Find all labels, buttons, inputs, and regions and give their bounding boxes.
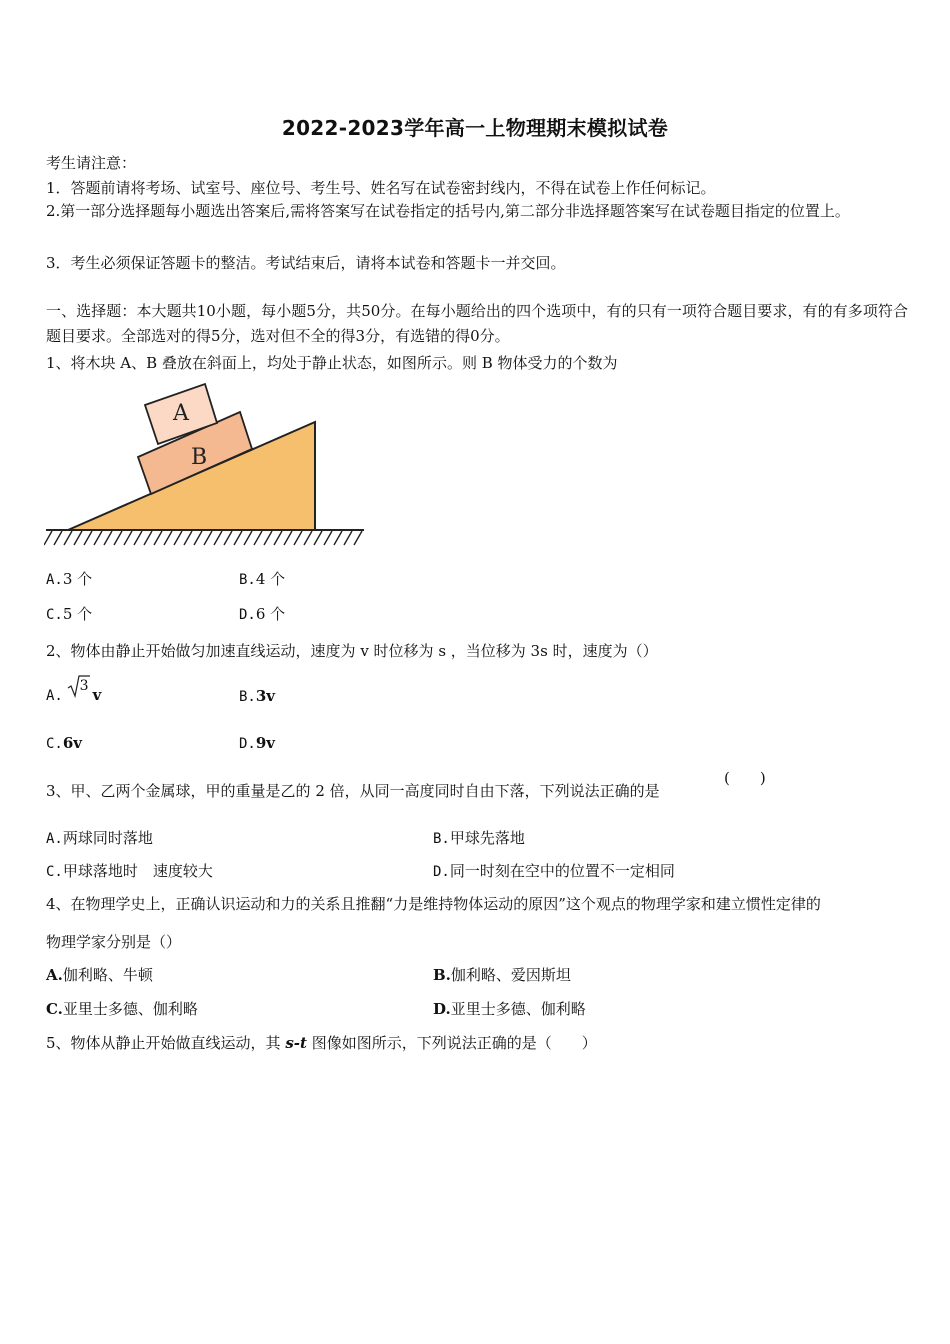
option-letter: B. bbox=[433, 831, 450, 847]
question-2-option-b[interactable] bbox=[239, 687, 275, 705]
question-3-option-a[interactable] bbox=[46, 827, 153, 848]
option-letter: D. bbox=[239, 607, 256, 623]
question-4-option-b[interactable] bbox=[433, 964, 571, 985]
question-3-option-b[interactable] bbox=[433, 827, 525, 848]
option-letter: B. bbox=[239, 572, 256, 588]
option-text: 同一时刻在空中的位置不一定相同 bbox=[449, 862, 675, 880]
question-2-option-c[interactable] bbox=[46, 734, 82, 752]
option-text: 两球同时落地 bbox=[62, 829, 153, 847]
question-3-option-d[interactable] bbox=[433, 860, 675, 881]
question-2-option-d[interactable] bbox=[239, 734, 275, 752]
question-3-stem: 3、甲、乙两个金属球，甲的重量是乙的 2 倍，从同一高度同时自由下落，下列说法正确的是 bbox=[46, 782, 660, 800]
incline-diagram bbox=[44, 382, 369, 552]
question-1-option-b[interactable] bbox=[239, 568, 285, 589]
stem-text: 5、物体从静止开始做直线运动，其 bbox=[46, 1034, 286, 1052]
block-b-label: B bbox=[191, 445, 208, 470]
question-3-option-c[interactable] bbox=[46, 860, 213, 881]
option-letter: B. bbox=[433, 966, 451, 984]
section-heading: 一、选择题：本大题共10小题，每小题5分，共50分。在每小题给出的四个选项中，有的只有一项符合题目要求，有的有多项符合题目要求。全部选对的得5分，选对但不全的得3分，有选错的得0分。 bbox=[46, 302, 908, 345]
option-text: 甲球先落地 bbox=[449, 829, 525, 847]
notice-heading: 考生请注意： bbox=[46, 154, 137, 172]
question-2-option-a[interactable] bbox=[46, 678, 102, 704]
option-text: 伽利略、牛顿 bbox=[62, 966, 153, 984]
stem-text: 图像如图所示，下列说法正确的是（ ） bbox=[306, 1034, 597, 1052]
option-text: 甲球落地时 速度较大 bbox=[62, 862, 213, 880]
option-text: 3v bbox=[255, 687, 276, 705]
question-4-option-c[interactable] bbox=[46, 998, 198, 1019]
question-4-option-d[interactable] bbox=[433, 998, 586, 1019]
answer-paren: ( ) bbox=[724, 769, 766, 787]
option-text: 9v bbox=[255, 734, 276, 752]
option-letter: A. bbox=[46, 688, 63, 704]
incline-blocks-figure bbox=[44, 382, 369, 556]
question-4-stem-continued: 物理学家分别是（） bbox=[46, 933, 182, 951]
option-letter: C. bbox=[46, 607, 63, 623]
option-text: 亚里士多德、伽利略 bbox=[62, 1000, 198, 1018]
option-letter: D. bbox=[433, 864, 450, 880]
question-1-stem: 1、将木块 A、B 叠放在斜面上，均处于静止状态，如图所示。则 B 物体受力的个数为 bbox=[46, 354, 618, 372]
option-letter: A. bbox=[46, 966, 63, 984]
sqrt-expression bbox=[68, 678, 89, 704]
question-1-option-c[interactable] bbox=[46, 603, 92, 624]
option-text: 伽利略、爱因斯坦 bbox=[450, 966, 571, 984]
question-4-stem: 4、在物理学史上，正确认识运动和力的关系且推翻“力是维持物体运动的原因”这个观点的物理学家和建立惯性定律的 bbox=[46, 895, 821, 913]
option-letter: C. bbox=[46, 864, 63, 880]
option-text: 6 个 bbox=[255, 605, 286, 623]
notice-item-1: 1．答题前请将考场、试室号、座位号、考生号、姓名写在试卷密封线内，不得在试卷上作任何标记。 bbox=[46, 179, 716, 197]
option-letter: A. bbox=[46, 572, 63, 588]
exam-title: 2022-2023学年高一上物理期末模拟试卷 bbox=[281, 116, 669, 140]
block-a-label: A bbox=[173, 401, 189, 426]
notice-item-3: 3．考生必须保证答题卡的整洁。考试结束后，请将本试卷和答题卡一并交回。 bbox=[46, 254, 566, 272]
option-letter: D. bbox=[239, 736, 256, 752]
question-4-option-a[interactable] bbox=[46, 964, 153, 985]
option-text: 5 个 bbox=[62, 605, 93, 623]
question-2-stem: 2、物体由静止开始做匀加速直线运动，速度为 v 时位移为 s ，当位移为 3s 时，速度为（） bbox=[46, 642, 658, 660]
question-1-option-a[interactable] bbox=[46, 568, 92, 589]
option-text: 4 个 bbox=[255, 570, 286, 588]
option-letter: D. bbox=[433, 1000, 451, 1018]
stem-variable: s-t bbox=[285, 1034, 307, 1052]
notice-item-2: 2.第一部分选择题每小题选出答案后,需将答案写在试卷指定的括号内,第二部分非选择题答案写在试卷题目指定的位置上。 bbox=[46, 202, 850, 220]
question-5-stem bbox=[46, 1032, 597, 1053]
option-text: 亚里士多德、伽利略 bbox=[450, 1000, 586, 1018]
option-letter: A. bbox=[46, 831, 63, 847]
option-letter: B. bbox=[239, 689, 256, 705]
option-text: 6v bbox=[62, 734, 83, 752]
radicand: 3 bbox=[79, 678, 89, 694]
question-1-option-d[interactable] bbox=[239, 603, 285, 624]
option-text: v bbox=[92, 686, 102, 704]
option-letter: C. bbox=[46, 1000, 63, 1018]
option-letter: C. bbox=[46, 736, 63, 752]
option-text: 3 个 bbox=[62, 570, 93, 588]
ground-hatching bbox=[44, 531, 362, 545]
